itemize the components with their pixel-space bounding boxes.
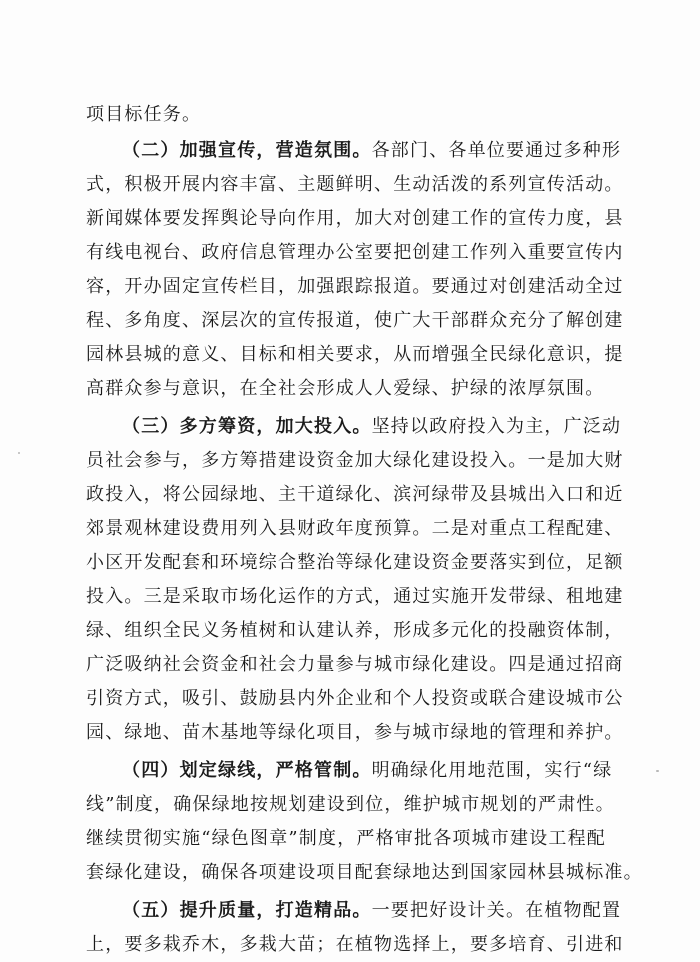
section-heading: （二）加强宣传，营造氛围。 bbox=[122, 140, 372, 161]
scan-speck bbox=[18, 452, 20, 454]
text-line bbox=[86, 822, 626, 856]
line-text: 坚持以政府投入为主，广泛动 bbox=[371, 416, 622, 437]
line-text: 各部门、各单位要通过多种形 bbox=[371, 140, 622, 161]
line-text: 投入。三是采取市场化运作的方式，通过实施开发带绿、租地建 bbox=[86, 586, 624, 607]
text-line bbox=[86, 236, 626, 270]
line-text: 政投入，将公园绿地、主干道绿化、滨河绿带及县城出入口和近 bbox=[86, 484, 624, 505]
text-line bbox=[86, 856, 643, 890]
text-line bbox=[86, 580, 626, 614]
line-text: 绿、组织全民义务植树和认建认养，形成多元化的投融资体制， bbox=[86, 620, 624, 641]
line-text: 套绿化建设，确保各项建设项目配套绿地达到国家园林县城标准。 bbox=[86, 862, 643, 883]
line-text: 广泛吸纳社会资金和社会力量参与城市绿化建设。四是通过招商 bbox=[86, 654, 624, 675]
line-text: 有线电视台、政府信息管理办公室要把创建工作列入重要宣传内 bbox=[86, 242, 624, 263]
section-heading-line bbox=[86, 894, 626, 928]
line-text: 项目标任务。 bbox=[86, 104, 202, 125]
text-line bbox=[86, 716, 626, 750]
line-text: 式，积极开展内容丰富、主题鲜明、生动活泼的系列宣传活动。 bbox=[86, 174, 624, 195]
text-line bbox=[86, 338, 626, 372]
text-line bbox=[86, 202, 626, 236]
line-text: 小区开发配套和环境综合整治等绿化建设资金要落实到位，足额 bbox=[86, 552, 624, 573]
line-text: 容，开办固定宣传栏目，加强跟踪报道。要通过对创建活动全过 bbox=[86, 276, 624, 297]
text-line bbox=[86, 788, 626, 822]
section-heading-line bbox=[86, 754, 626, 788]
line-text: 一要把好设计关。在植物配置 bbox=[371, 900, 622, 921]
line-text: 新闻媒体要发挥舆论导向作用，加大对创建工作的宣传力度，县 bbox=[86, 208, 624, 229]
line-text: 继续贯彻实施“绿色图章”制度，严格审批各项城市建设工程配 bbox=[86, 828, 607, 849]
text-line bbox=[86, 648, 626, 682]
line-text: 郊景观林建设费用列入县财政年度预算。二是对重点工程配建、 bbox=[86, 518, 624, 539]
line-text: 线”制度，确保绿地按规划建设到位，维护城市规划的严肃性。 bbox=[86, 794, 615, 815]
text-line bbox=[86, 928, 626, 962]
text-line bbox=[86, 682, 626, 716]
text-line bbox=[86, 270, 626, 304]
section-heading: （五）提升质量，打造精品。 bbox=[122, 900, 372, 921]
line-text: 园、绿地、苗木基地等绿化项目，参与城市绿地的管理和养护。 bbox=[86, 722, 624, 743]
text-line bbox=[86, 478, 626, 512]
line-text: 上，要多栽乔木，多栽大苗；在植物选择上，要多培育、引进和 bbox=[86, 934, 624, 955]
line-text: 明确绿化用地范围，实行“绿 bbox=[371, 760, 613, 781]
section-heading: （三）多方筹资，加大投入。 bbox=[122, 416, 372, 437]
text-line bbox=[86, 168, 626, 202]
line-text: 引资方式，吸引、鼓励县内外企业和个人投资或联合建设城市公 bbox=[86, 688, 624, 709]
line-text: 员社会参与，多方筹措建设资金加大绿化建设投入。一是加大财 bbox=[86, 450, 624, 471]
section-heading: （四）划定绿线，严格管制。 bbox=[122, 760, 372, 781]
text-line bbox=[86, 304, 626, 338]
line-text: 高群众参与意识，在全社会形成人人爱绿、护绿的浓厚氛围。 bbox=[86, 378, 605, 399]
text-line bbox=[86, 512, 626, 546]
line-text: 园林县城的意义、目标和相关要求，从而增强全民绿化意识，提 bbox=[86, 344, 624, 365]
text-line bbox=[86, 614, 626, 648]
text-line bbox=[86, 98, 626, 132]
scan-speck bbox=[656, 770, 659, 772]
text-line bbox=[86, 546, 626, 580]
line-text: 程、多角度、深层次的宣传报道，使广大干部群众充分了解创建 bbox=[86, 310, 624, 331]
text-line bbox=[86, 444, 626, 478]
section-heading-line bbox=[86, 134, 626, 168]
text-line bbox=[86, 372, 626, 406]
section-heading-line bbox=[86, 410, 626, 444]
